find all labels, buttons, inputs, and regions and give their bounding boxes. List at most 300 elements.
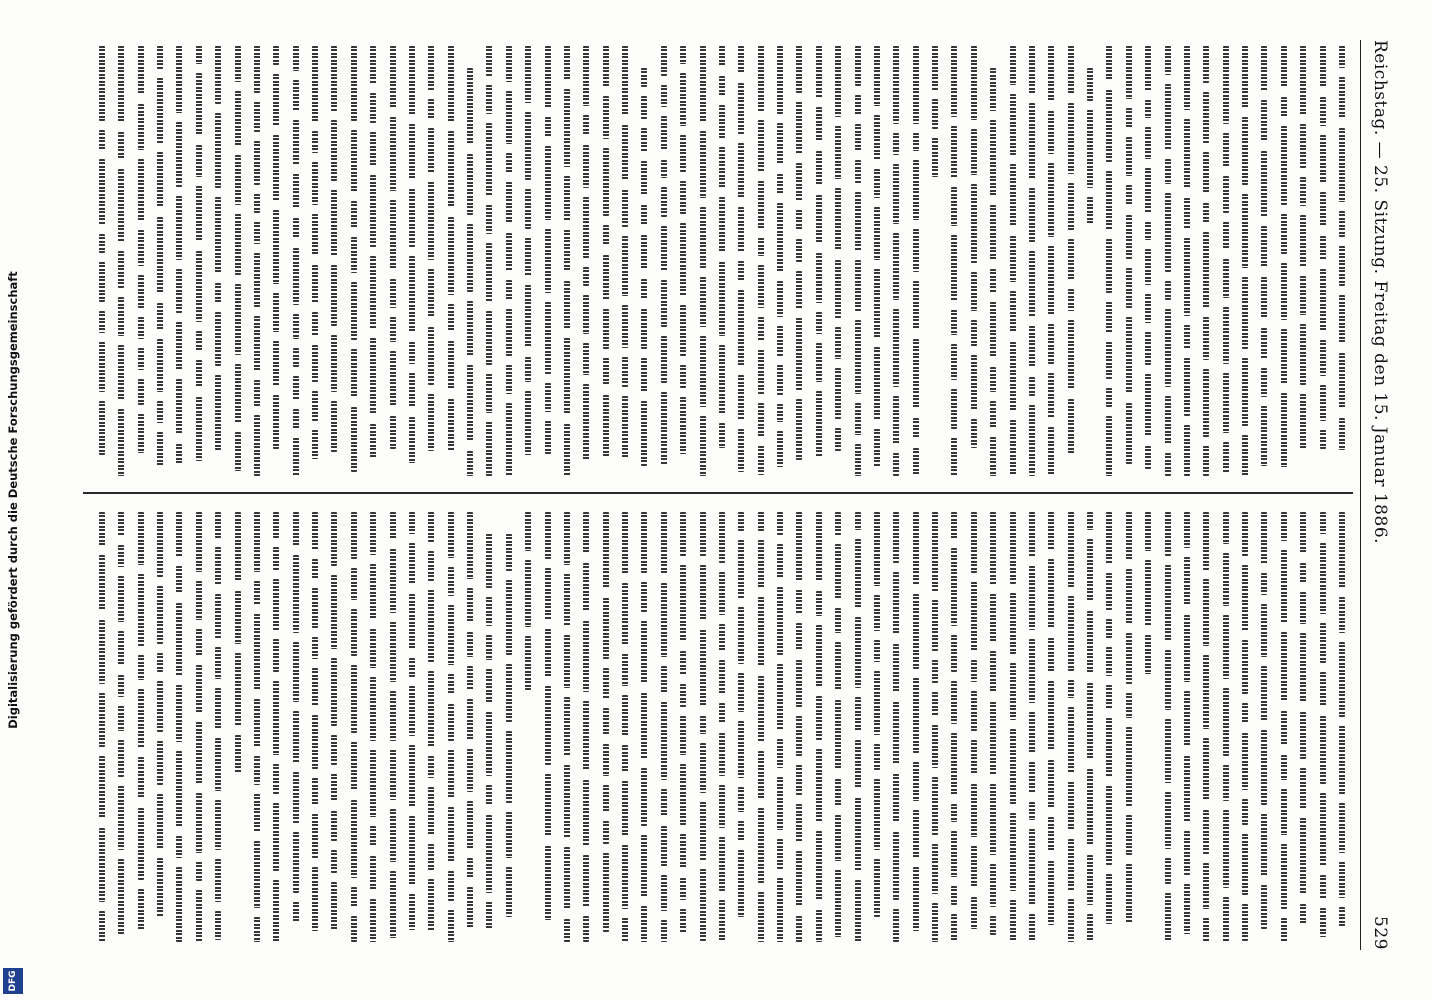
text-word-stroke bbox=[816, 312, 822, 334]
text-line bbox=[1102, 512, 1116, 942]
text-word-stroke bbox=[719, 900, 725, 942]
text-word-stroke bbox=[1145, 100, 1151, 118]
text-word-stroke bbox=[1048, 46, 1054, 102]
text-word-stroke bbox=[835, 188, 841, 251]
text-line bbox=[385, 512, 399, 942]
text-line bbox=[405, 512, 419, 942]
text-word-stroke bbox=[1087, 197, 1093, 225]
text-word-stroke bbox=[448, 674, 454, 695]
text-word-stroke bbox=[758, 317, 764, 341]
text-word-stroke bbox=[796, 590, 802, 614]
text-word-stroke bbox=[118, 706, 124, 731]
text-word-stroke bbox=[622, 845, 628, 909]
text-word-stroke bbox=[273, 547, 279, 570]
text-word-stroke bbox=[1068, 899, 1074, 942]
text-word-stroke bbox=[564, 176, 570, 221]
text-word-stroke bbox=[273, 764, 279, 794]
text-word-stroke bbox=[215, 46, 221, 104]
text-word-stroke bbox=[428, 182, 434, 260]
text-word-stroke bbox=[758, 446, 764, 475]
text-word-stroke bbox=[932, 903, 938, 942]
text-word-stroke bbox=[1126, 137, 1132, 176]
text-word-stroke bbox=[545, 229, 551, 293]
text-word-stroke bbox=[351, 609, 357, 656]
text-word-stroke bbox=[680, 834, 686, 869]
text-word-stroke bbox=[1300, 324, 1306, 385]
text-word-stroke bbox=[1281, 46, 1287, 88]
text-word-stroke bbox=[545, 512, 551, 559]
text-word-stroke bbox=[176, 444, 182, 464]
text-word-stroke bbox=[1203, 317, 1209, 360]
text-line bbox=[172, 512, 186, 942]
text-word-stroke bbox=[1223, 46, 1229, 124]
text-word-stroke bbox=[409, 894, 415, 930]
text-word-stroke bbox=[1010, 94, 1016, 155]
text-word-stroke bbox=[409, 686, 415, 736]
text-word-stroke bbox=[835, 46, 841, 117]
text-word-stroke bbox=[835, 428, 841, 451]
text-word-stroke bbox=[545, 146, 551, 220]
text-word-stroke bbox=[738, 540, 744, 598]
text-word-stroke bbox=[603, 395, 609, 458]
text-line bbox=[579, 512, 593, 942]
text-word-stroke bbox=[312, 588, 318, 628]
text-line bbox=[1257, 512, 1271, 942]
text-word-stroke bbox=[176, 379, 182, 435]
text-word-stroke bbox=[1029, 762, 1035, 793]
text-word-stroke bbox=[1106, 647, 1112, 676]
text-word-stroke bbox=[1261, 604, 1267, 657]
text-word-stroke bbox=[428, 46, 434, 90]
text-line bbox=[95, 512, 109, 942]
text-line bbox=[792, 512, 806, 942]
text-word-stroke bbox=[467, 801, 473, 849]
text-word-stroke bbox=[1106, 416, 1112, 476]
text-word-stroke bbox=[273, 210, 279, 284]
text-word-stroke bbox=[1068, 183, 1074, 230]
text-word-stroke bbox=[99, 555, 105, 611]
text-word-stroke bbox=[138, 275, 144, 308]
text-word-stroke bbox=[661, 280, 667, 327]
text-word-stroke bbox=[855, 512, 861, 530]
text-word-stroke bbox=[293, 902, 299, 922]
text-word-stroke bbox=[951, 512, 957, 539]
text-word-stroke bbox=[331, 850, 337, 873]
text-word-stroke bbox=[196, 793, 202, 853]
text-word-stroke bbox=[796, 851, 802, 907]
text-word-stroke bbox=[409, 256, 415, 333]
text-word-stroke bbox=[641, 96, 647, 119]
text-word-stroke bbox=[506, 309, 512, 356]
text-line bbox=[967, 46, 981, 476]
text-word-stroke bbox=[1242, 194, 1248, 268]
text-word-stroke bbox=[1223, 176, 1229, 213]
text-word-stroke bbox=[138, 889, 144, 930]
text-word-stroke bbox=[545, 117, 551, 137]
text-word-stroke bbox=[777, 587, 783, 655]
text-word-stroke bbox=[1320, 908, 1326, 937]
text-word-stroke bbox=[370, 338, 376, 415]
text-word-stroke bbox=[351, 407, 357, 472]
text-word-stroke bbox=[118, 512, 124, 536]
text-word-stroke bbox=[1242, 46, 1248, 108]
text-line bbox=[1315, 512, 1329, 942]
text-word-stroke bbox=[525, 636, 531, 690]
text-word-stroke bbox=[235, 432, 241, 471]
text-word-stroke bbox=[1106, 239, 1112, 293]
text-word-stroke bbox=[816, 696, 822, 740]
text-word-stroke bbox=[680, 181, 686, 214]
text-line bbox=[1044, 512, 1058, 942]
text-word-stroke bbox=[1165, 565, 1171, 641]
text-word-stroke bbox=[1145, 127, 1151, 159]
text-word-stroke bbox=[758, 512, 764, 531]
text-word-stroke bbox=[758, 597, 764, 667]
text-word-stroke bbox=[1203, 512, 1209, 570]
text-word-stroke bbox=[583, 267, 589, 286]
text-line bbox=[1335, 46, 1349, 476]
text-line bbox=[192, 512, 206, 942]
text-word-stroke bbox=[564, 338, 570, 415]
text-word-stroke bbox=[1029, 712, 1035, 753]
text-word-stroke bbox=[603, 148, 609, 216]
text-word-stroke bbox=[835, 779, 841, 806]
text-line bbox=[695, 512, 709, 942]
text-word-stroke bbox=[467, 887, 473, 928]
text-line bbox=[754, 46, 768, 476]
text-word-stroke bbox=[990, 594, 996, 642]
text-word-stroke bbox=[874, 269, 880, 338]
text-word-stroke bbox=[99, 234, 105, 253]
text-word-stroke bbox=[486, 669, 492, 703]
text-word-stroke bbox=[855, 403, 861, 435]
text-word-stroke bbox=[331, 401, 337, 452]
text-line bbox=[230, 46, 244, 476]
text-word-stroke bbox=[661, 583, 667, 657]
text-word-stroke bbox=[138, 574, 144, 646]
text-word-stroke bbox=[235, 735, 241, 773]
text-word-stroke bbox=[641, 358, 647, 392]
text-word-stroke bbox=[855, 320, 861, 394]
text-line bbox=[928, 512, 942, 942]
text-word-stroke bbox=[1261, 368, 1267, 397]
text-word-stroke bbox=[932, 600, 938, 651]
text-word-stroke bbox=[293, 174, 299, 209]
text-word-stroke bbox=[680, 512, 686, 556]
text-word-stroke bbox=[254, 794, 260, 832]
text-word-stroke bbox=[700, 336, 706, 407]
text-word-stroke bbox=[816, 391, 822, 457]
text-word-stroke bbox=[700, 416, 706, 476]
text-line bbox=[618, 512, 632, 942]
text-word-stroke bbox=[138, 379, 144, 405]
text-word-stroke bbox=[215, 312, 221, 366]
text-word-stroke bbox=[932, 777, 938, 835]
text-word-stroke bbox=[1126, 633, 1132, 684]
text-word-stroke bbox=[700, 46, 706, 122]
text-word-stroke bbox=[1281, 844, 1287, 909]
text-word-stroke bbox=[467, 512, 473, 579]
text-word-stroke bbox=[680, 909, 686, 933]
text-word-stroke bbox=[796, 271, 802, 309]
text-word-stroke bbox=[932, 138, 938, 177]
text-word-stroke bbox=[603, 358, 609, 386]
text-word-stroke bbox=[99, 828, 105, 902]
text-word-stroke bbox=[719, 147, 725, 188]
text-word-stroke bbox=[118, 409, 124, 476]
text-line bbox=[1277, 46, 1291, 476]
text-word-stroke bbox=[1010, 236, 1016, 282]
text-word-stroke bbox=[564, 89, 570, 167]
text-word-stroke bbox=[758, 350, 764, 394]
text-word-stroke bbox=[1145, 46, 1151, 91]
text-word-stroke bbox=[176, 269, 182, 313]
text-line bbox=[986, 46, 1000, 476]
text-word-stroke bbox=[583, 563, 589, 612]
text-word-stroke bbox=[738, 46, 744, 74]
text-word-stroke bbox=[545, 846, 551, 920]
text-word-stroke bbox=[293, 218, 299, 239]
text-word-stroke bbox=[1320, 512, 1326, 534]
text-word-stroke bbox=[816, 46, 822, 98]
text-word-stroke bbox=[506, 664, 512, 722]
text-word-stroke bbox=[1010, 729, 1016, 804]
text-word-stroke bbox=[215, 283, 221, 303]
text-word-stroke bbox=[506, 182, 512, 224]
text-word-stroke bbox=[99, 512, 105, 546]
text-word-stroke bbox=[428, 787, 434, 835]
text-line bbox=[540, 46, 554, 476]
text-word-stroke bbox=[796, 765, 802, 795]
text-word-stroke bbox=[1029, 829, 1035, 905]
text-line bbox=[250, 512, 264, 942]
text-word-stroke bbox=[583, 855, 589, 907]
text-word-stroke bbox=[951, 438, 957, 476]
text-word-stroke bbox=[293, 376, 299, 400]
text-word-stroke bbox=[545, 302, 551, 374]
text-word-stroke bbox=[990, 205, 996, 260]
text-word-stroke bbox=[157, 217, 163, 294]
text-word-stroke bbox=[661, 392, 667, 465]
running-header: Reichstag. — 25. Sitzung. Freitag den 15. Januar 1886. bbox=[1370, 40, 1390, 545]
text-word-stroke bbox=[1145, 294, 1151, 323]
text-word-stroke bbox=[1223, 553, 1229, 606]
text-word-stroke bbox=[1203, 46, 1209, 83]
text-word-stroke bbox=[118, 545, 124, 567]
text-word-stroke bbox=[603, 255, 609, 300]
text-word-stroke bbox=[738, 429, 744, 472]
text-word-stroke bbox=[893, 453, 899, 476]
text-word-stroke bbox=[138, 46, 144, 95]
text-word-stroke bbox=[661, 702, 667, 780]
text-word-stroke bbox=[138, 317, 144, 339]
text-word-stroke bbox=[428, 844, 434, 870]
text-word-stroke bbox=[1300, 768, 1306, 809]
text-word-stroke bbox=[932, 692, 938, 716]
text-word-stroke bbox=[1203, 369, 1209, 437]
text-word-stroke bbox=[835, 870, 841, 937]
text-word-stroke bbox=[893, 133, 899, 155]
text-word-stroke bbox=[312, 778, 318, 805]
text-word-stroke bbox=[1339, 418, 1345, 450]
text-word-stroke bbox=[951, 126, 957, 178]
text-word-stroke bbox=[622, 654, 628, 686]
text-word-stroke bbox=[893, 309, 899, 387]
text-word-stroke bbox=[254, 222, 260, 244]
text-word-stroke bbox=[1339, 597, 1345, 633]
text-word-stroke bbox=[622, 781, 628, 836]
text-word-stroke bbox=[893, 233, 899, 300]
text-word-stroke bbox=[1339, 803, 1345, 853]
text-word-stroke bbox=[138, 104, 144, 150]
text-word-stroke bbox=[1320, 793, 1326, 866]
text-word-stroke bbox=[951, 635, 957, 672]
text-word-stroke bbox=[855, 880, 861, 942]
text-word-stroke bbox=[641, 235, 647, 270]
text-word-stroke bbox=[835, 126, 841, 179]
text-word-stroke bbox=[1048, 638, 1054, 672]
text-line bbox=[366, 512, 380, 942]
text-word-stroke bbox=[351, 237, 357, 273]
text-word-stroke bbox=[1223, 512, 1229, 544]
text-word-stroke bbox=[835, 368, 841, 419]
text-word-stroke bbox=[176, 685, 182, 742]
text-line bbox=[521, 46, 535, 476]
text-word-stroke bbox=[312, 265, 318, 303]
text-word-stroke bbox=[506, 153, 512, 173]
text-line bbox=[599, 512, 613, 942]
text-word-stroke bbox=[331, 882, 337, 930]
text-word-stroke bbox=[506, 534, 512, 571]
text-word-stroke bbox=[971, 355, 977, 410]
text-line bbox=[211, 512, 225, 942]
text-word-stroke bbox=[176, 751, 182, 827]
text-word-stroke bbox=[1339, 46, 1345, 68]
text-word-stroke bbox=[196, 186, 202, 242]
text-column-left bbox=[87, 46, 1349, 476]
text-word-stroke bbox=[719, 105, 725, 138]
text-word-stroke bbox=[951, 187, 957, 226]
text-word-stroke bbox=[390, 416, 396, 449]
text-word-stroke bbox=[1223, 810, 1229, 888]
text-word-stroke bbox=[1300, 394, 1306, 449]
text-word-stroke bbox=[641, 401, 647, 466]
text-word-stroke bbox=[409, 417, 415, 463]
text-word-stroke bbox=[254, 512, 260, 572]
text-word-stroke bbox=[370, 512, 376, 555]
text-line bbox=[308, 512, 322, 942]
text-word-stroke bbox=[1261, 277, 1267, 319]
text-word-stroke bbox=[254, 699, 260, 747]
text-word-stroke bbox=[467, 68, 473, 145]
text-word-stroke bbox=[855, 798, 861, 871]
text-word-stroke bbox=[118, 132, 124, 160]
text-word-stroke bbox=[855, 740, 861, 789]
text-line bbox=[1083, 512, 1097, 942]
text-word-stroke bbox=[641, 906, 647, 942]
text-word-stroke bbox=[506, 233, 512, 271]
text-line bbox=[289, 46, 303, 476]
page-number: 529 bbox=[1370, 916, 1390, 950]
text-line bbox=[831, 512, 845, 942]
text-line bbox=[812, 46, 826, 476]
text-word-stroke bbox=[622, 125, 628, 181]
text-word-stroke bbox=[1281, 329, 1287, 384]
text-word-stroke bbox=[583, 621, 589, 692]
text-word-stroke bbox=[583, 701, 589, 771]
text-word-stroke bbox=[409, 745, 415, 807]
text-line bbox=[695, 46, 709, 476]
text-line bbox=[250, 46, 264, 476]
text-word-stroke bbox=[680, 305, 686, 356]
text-word-stroke bbox=[835, 544, 841, 599]
text-word-stroke bbox=[583, 145, 589, 188]
text-word-stroke bbox=[700, 630, 706, 707]
text-line bbox=[1238, 46, 1252, 476]
text-word-stroke bbox=[1281, 789, 1287, 835]
text-word-stroke bbox=[1048, 163, 1054, 237]
text-word-stroke bbox=[118, 740, 124, 777]
text-word-stroke bbox=[118, 675, 124, 697]
text-line bbox=[366, 46, 380, 476]
text-word-stroke bbox=[312, 637, 318, 659]
text-word-stroke bbox=[157, 303, 163, 330]
text-word-stroke bbox=[196, 397, 202, 461]
text-word-stroke bbox=[196, 360, 202, 388]
text-word-stroke bbox=[661, 826, 667, 866]
text-word-stroke bbox=[448, 605, 454, 665]
text-line bbox=[405, 46, 419, 476]
text-word-stroke bbox=[719, 733, 725, 776]
text-word-stroke bbox=[700, 802, 706, 860]
text-word-stroke bbox=[196, 73, 202, 136]
text-word-stroke bbox=[390, 549, 396, 613]
text-word-stroke bbox=[700, 277, 706, 327]
text-word-stroke bbox=[254, 917, 260, 942]
digitization-credit-text: Digitalisierung gefördert durch die Deutsche Forschungsgemeinschaft bbox=[6, 271, 20, 729]
text-word-stroke bbox=[680, 716, 686, 755]
text-line bbox=[715, 512, 729, 942]
text-word-stroke bbox=[390, 691, 396, 741]
text-line bbox=[482, 46, 496, 476]
text-word-stroke bbox=[428, 269, 434, 318]
text-line bbox=[1180, 46, 1194, 476]
text-word-stroke bbox=[855, 192, 861, 251]
text-word-stroke bbox=[1048, 861, 1054, 925]
text-word-stroke bbox=[351, 349, 357, 398]
text-word-stroke bbox=[951, 681, 957, 724]
text-word-stroke bbox=[486, 46, 492, 76]
text-word-stroke bbox=[1029, 188, 1035, 242]
text-word-stroke bbox=[1106, 171, 1112, 230]
text-word-stroke bbox=[235, 214, 241, 275]
text-word-stroke bbox=[370, 175, 376, 247]
text-word-stroke bbox=[1048, 760, 1054, 808]
text-word-stroke bbox=[874, 169, 880, 198]
text-line bbox=[1102, 46, 1116, 476]
text-word-stroke bbox=[700, 743, 706, 793]
text-word-stroke bbox=[971, 129, 977, 175]
text-word-stroke bbox=[99, 911, 105, 942]
text-word-stroke bbox=[661, 875, 667, 911]
text-word-stroke bbox=[913, 281, 919, 330]
text-word-stroke bbox=[196, 665, 202, 713]
text-word-stroke bbox=[293, 555, 299, 633]
text-word-stroke bbox=[661, 160, 667, 178]
text-word-stroke bbox=[331, 658, 337, 726]
text-word-stroke bbox=[312, 814, 318, 858]
text-line bbox=[327, 46, 341, 476]
